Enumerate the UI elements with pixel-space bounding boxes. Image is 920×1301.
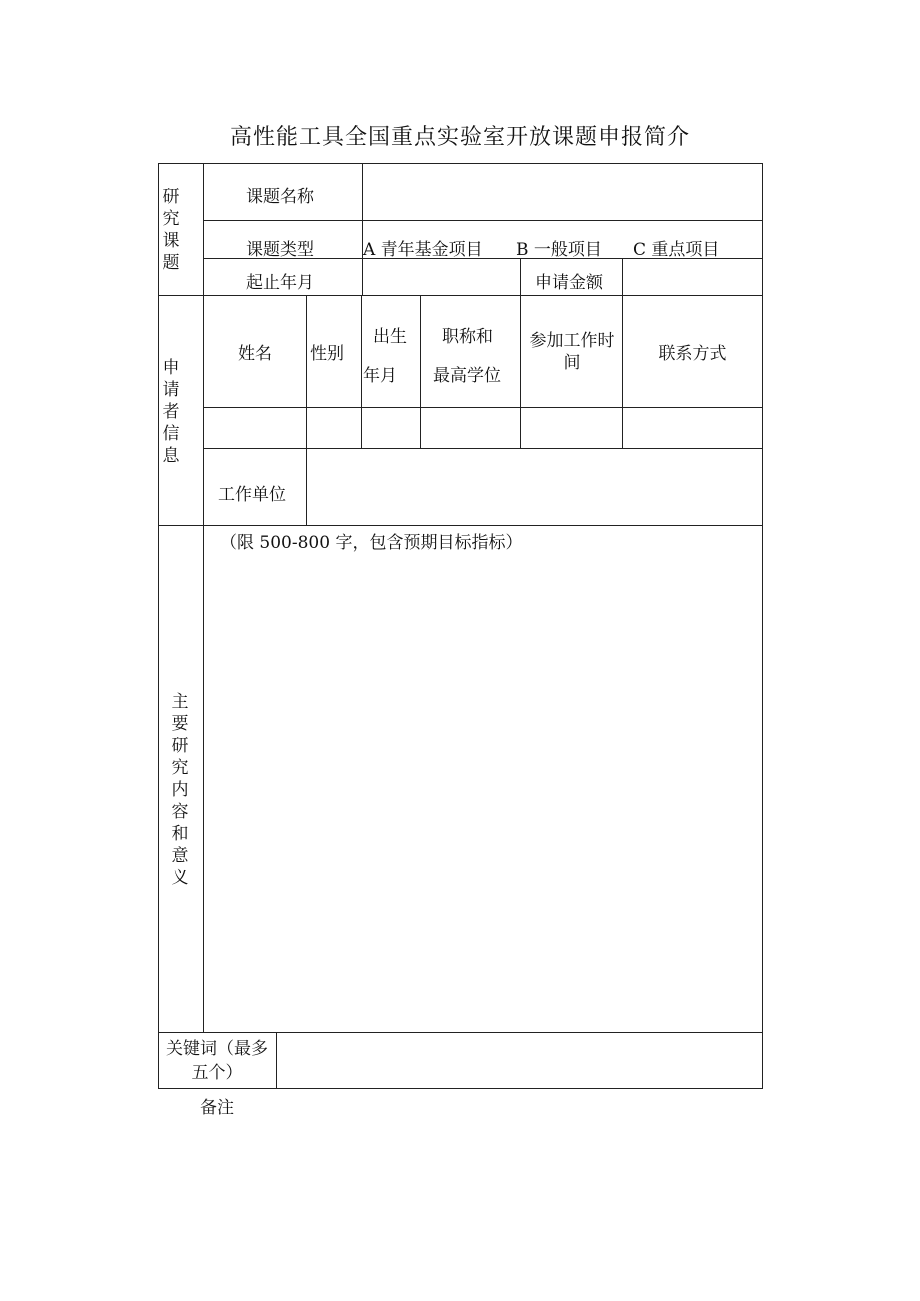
- border-bottom: [158, 1088, 763, 1089]
- border-left: [158, 163, 159, 1089]
- section-content-label: 主要研究内容和意义: [171, 692, 189, 888]
- period-field[interactable]: [363, 259, 520, 295]
- col-contact-header: 联系方式: [658, 344, 727, 364]
- topic-type-option-c[interactable]: C 重点项目: [633, 240, 720, 260]
- amount-label: 申请金额: [535, 273, 603, 293]
- col-title-header-1: 职称和: [442, 327, 493, 347]
- remark-label: 备注: [200, 1098, 234, 1118]
- topic-name-field[interactable]: [363, 164, 762, 220]
- topic-name-label: 课题名称: [246, 187, 314, 207]
- keywords-label: 关键词（最多五个）: [166, 1038, 268, 1083]
- topic-type-option-a[interactable]: A 青年基金项目: [363, 240, 483, 260]
- section-applicant-label: 申请者信息: [162, 358, 180, 466]
- section-research-label: 研究课题: [162, 187, 180, 273]
- applicant-title-field[interactable]: [421, 408, 520, 448]
- col-birth-header-2: 年月: [363, 366, 397, 386]
- work-unit-label: 工作单位: [218, 485, 286, 505]
- border-right: [762, 163, 763, 1089]
- divider: [520, 258, 521, 296]
- divider: [203, 220, 763, 221]
- divider: [158, 525, 763, 526]
- applicant-name-field[interactable]: [204, 408, 306, 448]
- keywords-field[interactable]: [277, 1033, 762, 1088]
- col-name-header: 姓名: [238, 344, 272, 364]
- col-title-header-2: 最高学位: [433, 366, 501, 386]
- applicant-contact-field[interactable]: [623, 408, 762, 448]
- col-birth-header-1: 出生: [373, 327, 407, 347]
- period-label: 起止年月: [246, 273, 314, 293]
- content-field[interactable]: [204, 552, 762, 1032]
- applicant-work-start-field[interactable]: [521, 408, 622, 448]
- amount-field[interactable]: [623, 259, 762, 295]
- col-work-start-header: 参加工作时间: [529, 331, 615, 373]
- page-title: 高性能工具全国重点实验室开放课题申报简介: [229, 125, 690, 150]
- applicant-birth-field[interactable]: [362, 408, 420, 448]
- work-unit-field[interactable]: [307, 449, 762, 525]
- applicant-gender-field[interactable]: [307, 408, 361, 448]
- content-hint: （限 500-800 字，包含预期目标指标）: [220, 533, 523, 553]
- topic-type-label: 课题类型: [246, 240, 314, 260]
- topic-type-option-b[interactable]: B 一般项目: [516, 240, 602, 260]
- col-gender-header: 性别: [310, 344, 344, 364]
